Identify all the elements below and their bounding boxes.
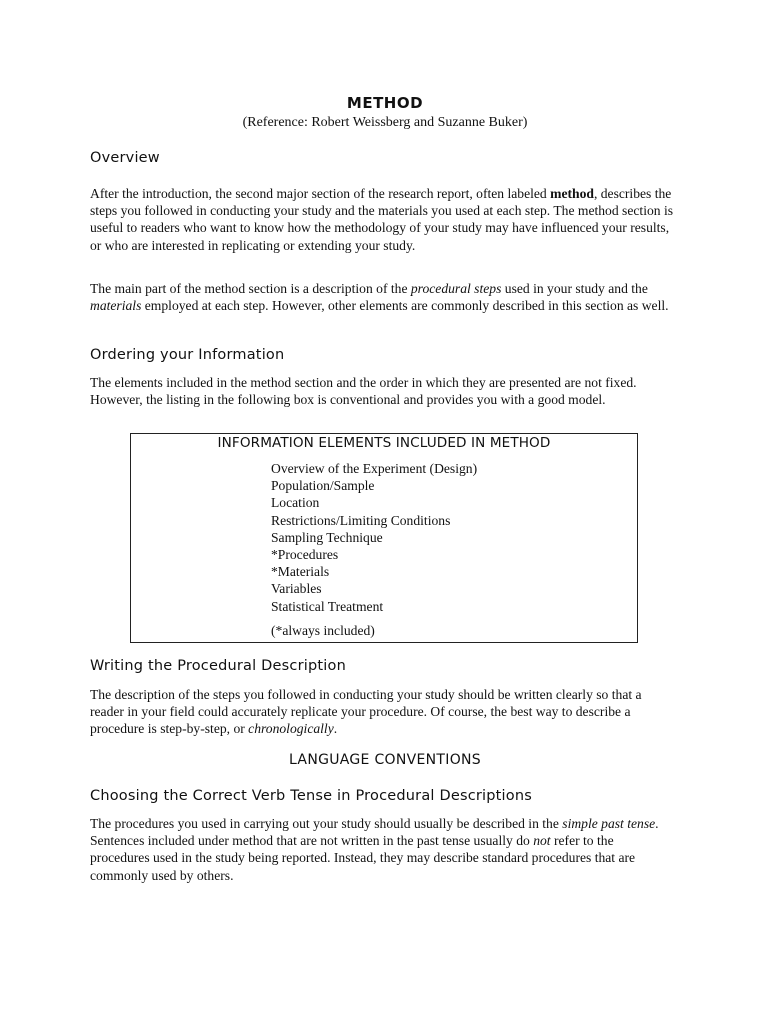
overview-p2-emphasis-1: procedural steps (410, 281, 502, 296)
overview-p2-text-c: employed at each step. However, other elements are commonly described in this section as well. (141, 298, 669, 314)
overview-p2-emphasis-2: materials (90, 298, 142, 314)
list-item: Restrictions/Limiting Conditions (271, 512, 451, 528)
tense-heading: Choosing the Correct Verb Tense in Procedural Descriptions (90, 788, 532, 804)
list-item: *Materials (271, 564, 330, 580)
elements-list (271, 460, 477, 615)
overview-p1-bold-term: method (550, 186, 594, 201)
box-title: INFORMATION ELEMENTS INCLUDED IN METHOD (217, 435, 551, 451)
language-conventions-heading: LANGUAGE CONVENTIONS (289, 752, 481, 768)
overview-paragraph-1 (90, 185, 675, 254)
page-title: METHOD (346, 94, 424, 112)
tense-emphasis-2: not (533, 833, 551, 849)
list-item: Variables (271, 581, 322, 597)
ordering-heading: Ordering your Information (90, 347, 285, 363)
tense-text-c: refer to the procedures used in the study being reported. Instead, they may describe standard procedures that are commonly used by others. (90, 833, 636, 883)
information-elements-box (130, 433, 638, 643)
list-item: *Procedures (271, 547, 339, 563)
writing-paragraph (90, 686, 675, 738)
list-item: Location (271, 495, 320, 511)
list-item: Statistical Treatment (271, 598, 384, 614)
tense-text-a: The procedures you used in carrying out your study should usually be described in the (90, 816, 563, 831)
tense-paragraph (90, 815, 675, 884)
overview-p2-text-a: The main part of the method section is a description of the (90, 281, 411, 296)
tense-text-b: . Sentences included under method that are not written in the past tense usually do (90, 816, 659, 849)
overview-paragraph-2 (90, 280, 675, 314)
tense-emphasis-1: simple past tense (562, 816, 656, 831)
overview-heading: Overview (90, 150, 160, 166)
writing-text-b: . (333, 721, 338, 737)
list-item: Population/Sample (271, 478, 375, 494)
list-item: Overview of the Experiment (Design) (271, 461, 478, 476)
reference-line: (Reference: Robert Weissberg and Suzanne Buker) (242, 115, 528, 130)
overview-p1-text-b: , describes the steps you followed in conducting your study and the materials you used at each step. The method section is useful to readers who want to know how the methodology of your study may have influenced your results, or who are interested in replicating or extending your study. (90, 186, 674, 253)
ordering-paragraph: The elements included in the method section and the order in which they are presented are not fixed. However, the listing in the following box is conventional and provides you with a good model. (90, 375, 637, 408)
box-note: (*always included) (271, 623, 375, 638)
list-item: Sampling Technique (271, 529, 383, 545)
writing-emphasis: chronologically (248, 721, 334, 737)
overview-p1-text-a: After the introduction, the second major section of the research report, often labeled (90, 186, 551, 201)
writing-text-a: The description of the steps you followed in conducting your study should be written clearly so that a reader in your field could accurately replicate your procedure. Of course, the best way to describe a procedure is step-by-step, or (90, 687, 642, 737)
overview-p2-text-b: used in your study and the (501, 281, 648, 296)
writing-heading: Writing the Procedural Description (90, 658, 346, 674)
